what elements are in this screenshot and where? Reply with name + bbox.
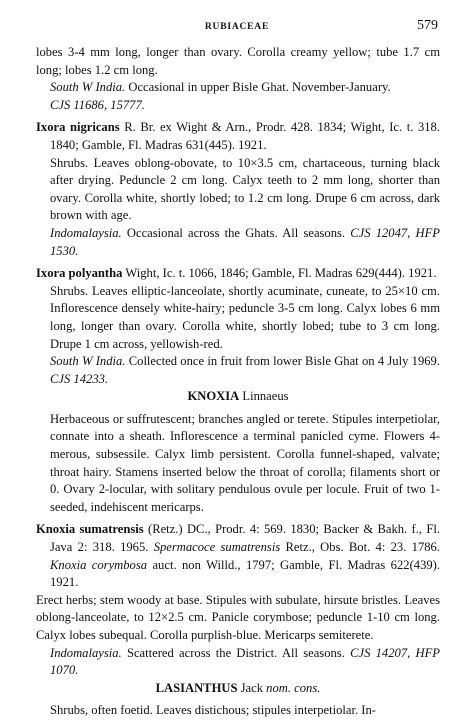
species-description: Shrubs. Leaves elliptic-lanceolate, shortly acuminate, cuneate, to 25×10 cm. Inflorescence densely white-hairy; peduncle 3-5 cm long. Calyx lobes 6 mm long, longer than ovary. Corolla white, shortly lobed; tube to 3 cm long. Drupe 1 cm across, yellowish-red. (50, 283, 440, 351)
distribution-text: Scattered across the District. All seasons. (121, 645, 351, 660)
distribution-text: Occasional in upper Bisle Ghat. November-January. (125, 80, 391, 95)
species-citation: R. Br. ex Wight & Arn., Prodr. 428. 1834; Wight, Ic. t. 318. 1840; Gamble, Fl. Madras 631(445). 1921. (50, 120, 440, 152)
species-name: Ixora polyantha (36, 266, 123, 281)
distribution-note (36, 353, 440, 388)
specimen-citation: CJS 14207, HFP 1070. (50, 645, 440, 678)
distribution-text: Collected once in fruit from lower Bisle Ghat on 4 July 1969. (125, 354, 440, 369)
species-name: Ixora nigricans (36, 120, 120, 135)
region: South W India. (50, 80, 126, 95)
genus-author: Linnaeus (239, 389, 289, 404)
species-citation: (Retz.) DC., Prodr. 4: 569. 1830; Backer & Bakh. f., Fl. Java 2: 318. 1965. (50, 522, 440, 555)
distribution-note (36, 79, 440, 114)
genus-author: Jack (237, 680, 267, 695)
continued-description: lobes 3-4 mm long, longer than ovary. Corolla creamy yellow; tube 1.7 cm long; lobes 1.2 cm long. (36, 45, 440, 77)
region: Indomalaysia. (50, 645, 122, 660)
page-header (36, 18, 438, 38)
synonym: Spermacoce sumatrensis (153, 540, 281, 555)
specimen-citation: CJS 14233. (50, 371, 109, 386)
genus-description: Shrubs, often foetid. Leaves distichous; stipules interpetiolar. In- (50, 703, 376, 718)
species-description: Shrubs. Leaves oblong-obovate, to 10×3.5 cm, chartaceous, turning black after drying. Peduncle 2 cm long. Calyx teeth to 2 mm long, shorter than ovary. Corolla white, shortly lobed; to 1.2 cm long. Drupe 6 cm across, dark brown with age. (50, 155, 440, 223)
region: South W India. (50, 354, 126, 369)
species-citation: Retz., Obs. Bot. 4: 23. 1786. (280, 540, 440, 555)
genus-heading-lasianthus (36, 680, 440, 698)
species-name: Knoxia sumatrensis (36, 522, 144, 537)
genus-name: KNOXIA (187, 389, 240, 404)
page-body (36, 44, 440, 720)
genus-description: Herbaceous or suffrutescent; branches angled or terete. Stipules interpetiolar, connate into a sheath. Inflorescence a terminal panicled cyme. Flowers 4-merous, subsessile. Calyx limb persistent. Corolla funnel-shaped, valvate; throat hairy. Stamens inserted below the throat of corolla; filaments short or 0. Ovary 2-locular, with solitary pendulous ovule per locule. Fruit of two 1-seeded, indehiscent mericarps. (50, 411, 440, 514)
species-heading-knoxia-sumatrensis (36, 521, 440, 591)
distribution-note (36, 225, 440, 260)
species-heading-ixora-nigricans (36, 119, 440, 154)
species-citation: Wight, Ic. t. 1066, 1846; Gamble, Fl. Madras 629(444). 1921. (122, 266, 437, 281)
distribution-text: Occasional across the Ghats. All seasons. (121, 225, 351, 240)
nomenclature-note: nom. cons. (266, 680, 321, 695)
specimen-citation: CJS 12047, HFP 1530. (50, 225, 440, 258)
species-description: Erect herbs; stem woody at base. Stipules with subulate, hirsute bristles. Leaves oblong-lanceolate, to 12×2.5 cm. Panicle corymbose; peduncle 1-10 cm long. Calyx lobes subequal. Corolla purplish-blue. Mericarps semiterete. (36, 592, 440, 642)
specimen-citation: CJS 11686, 15777. (50, 97, 145, 112)
running-head: RUBIACEAE (204, 22, 270, 32)
genus-name: LASIANTHUS (155, 680, 238, 695)
region: Indomalaysia. (50, 225, 122, 240)
synonym: Knoxia corymbosa (50, 557, 148, 572)
species-heading-ixora-polyantha (36, 265, 440, 283)
species-citation: auct. non Willd., 1797; Gamble, Fl. Madras 622(439). 1921. (50, 557, 441, 590)
genus-heading-knoxia (36, 388, 440, 406)
page-number: 579 (417, 18, 438, 33)
distribution-note (36, 645, 440, 680)
